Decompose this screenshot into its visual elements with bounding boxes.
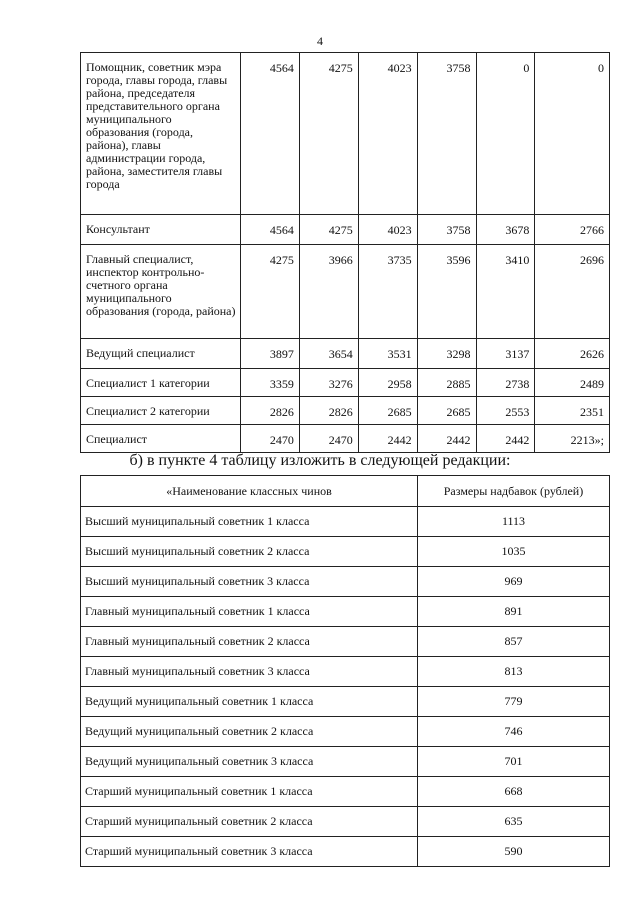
table-row bbox=[81, 369, 610, 397]
table-row bbox=[81, 837, 610, 867]
position-name: Главный специалист, инспектор контрольно-счетного органа муниципального образования (города, района) bbox=[81, 245, 241, 339]
salary-value: 2553 bbox=[476, 397, 535, 425]
salary-value: 3298 bbox=[417, 339, 476, 369]
rank-name: Главный муниципальный советник 3 класса bbox=[81, 657, 418, 687]
salary-value: 4564 bbox=[241, 215, 300, 245]
salary-value: 3735 bbox=[358, 245, 417, 339]
salary-value: 2442 bbox=[417, 425, 476, 453]
salary-value: 2489 bbox=[535, 369, 610, 397]
table-row bbox=[81, 507, 610, 537]
rank-name: Главный муниципальный советник 1 класса bbox=[81, 597, 418, 627]
salary-value: 2738 bbox=[476, 369, 535, 397]
table-row bbox=[81, 425, 610, 453]
salary-value: 4023 bbox=[358, 215, 417, 245]
salary-value: 2696 bbox=[535, 245, 610, 339]
salary-value: 2470 bbox=[241, 425, 300, 453]
header-rank-name: «Наименование классных чинов bbox=[81, 476, 418, 507]
salary-value: 2685 bbox=[417, 397, 476, 425]
salary-value: 3359 bbox=[241, 369, 300, 397]
allowance-value: 891 bbox=[418, 597, 610, 627]
salary-value: 2958 bbox=[358, 369, 417, 397]
position-name: Специалист 1 категории bbox=[81, 369, 241, 397]
salary-value: 3758 bbox=[417, 53, 476, 215]
table-row bbox=[81, 627, 610, 657]
salary-value: 2885 bbox=[417, 369, 476, 397]
class-ranks-table bbox=[80, 475, 610, 867]
rank-name: Высший муниципальный советник 2 класса bbox=[81, 537, 418, 567]
salary-value: 4564 bbox=[241, 53, 300, 215]
salary-value: 2685 bbox=[358, 397, 417, 425]
salary-value: 3678 bbox=[476, 215, 535, 245]
salary-value: 2442 bbox=[358, 425, 417, 453]
table-row bbox=[81, 657, 610, 687]
table-row bbox=[81, 777, 610, 807]
table-row bbox=[81, 537, 610, 567]
table-row bbox=[81, 53, 610, 215]
table-row bbox=[81, 747, 610, 777]
table-row bbox=[81, 215, 610, 245]
allowance-value: 635 bbox=[418, 807, 610, 837]
salary-value: 2766 bbox=[535, 215, 610, 245]
table-row bbox=[81, 245, 610, 339]
table-row bbox=[81, 687, 610, 717]
salary-value: 2826 bbox=[299, 397, 358, 425]
salary-table bbox=[80, 52, 610, 453]
rank-name: Главный муниципальный советник 2 класса bbox=[81, 627, 418, 657]
table-row bbox=[81, 597, 610, 627]
allowance-value: 1113 bbox=[418, 507, 610, 537]
allowance-value: 1035 bbox=[418, 537, 610, 567]
salary-value: 2626 bbox=[535, 339, 610, 369]
section-subtitle: б) в пункте 4 таблицу изложить в следующей редакции: bbox=[129, 452, 511, 469]
table-row bbox=[81, 567, 610, 597]
allowance-value: 969 bbox=[418, 567, 610, 597]
salary-value: 2470 bbox=[299, 425, 358, 453]
rank-name: Высший муниципальный советник 3 класса bbox=[81, 567, 418, 597]
table-row bbox=[81, 717, 610, 747]
salary-value: 3137 bbox=[476, 339, 535, 369]
rank-name: Высший муниципальный советник 1 класса bbox=[81, 507, 418, 537]
rank-name: Ведущий муниципальный советник 1 класса bbox=[81, 687, 418, 717]
salary-value: 0 bbox=[535, 53, 610, 215]
allowance-value: 590 bbox=[418, 837, 610, 867]
rank-name: Старший муниципальный советник 2 класса bbox=[81, 807, 418, 837]
position-name: Специалист 2 категории bbox=[81, 397, 241, 425]
allowance-value: 857 bbox=[418, 627, 610, 657]
table-row bbox=[81, 339, 610, 369]
position-name: Консультант bbox=[81, 215, 241, 245]
allowance-value: 779 bbox=[418, 687, 610, 717]
allowance-value: 668 bbox=[418, 777, 610, 807]
salary-value: 3897 bbox=[241, 339, 300, 369]
allowance-value: 813 bbox=[418, 657, 610, 687]
salary-value: 2351 bbox=[535, 397, 610, 425]
rank-name: Ведущий муниципальный советник 3 класса bbox=[81, 747, 418, 777]
salary-value: 3654 bbox=[299, 339, 358, 369]
table-row bbox=[81, 397, 610, 425]
allowance-value: 701 bbox=[418, 747, 610, 777]
salary-value: 3276 bbox=[299, 369, 358, 397]
table-row bbox=[81, 807, 610, 837]
salary-value: 4275 bbox=[299, 215, 358, 245]
salary-value: 0 bbox=[476, 53, 535, 215]
salary-value: 4023 bbox=[358, 53, 417, 215]
salary-value: 4275 bbox=[241, 245, 300, 339]
header-allowance: Размеры надбавок (рублей) bbox=[418, 476, 610, 507]
page-number: 4 bbox=[317, 34, 323, 48]
salary-value: 2826 bbox=[241, 397, 300, 425]
position-name: Ведущий специалист bbox=[81, 339, 241, 369]
salary-value: 3596 bbox=[417, 245, 476, 339]
salary-value: 2442 bbox=[476, 425, 535, 453]
salary-value: 3531 bbox=[358, 339, 417, 369]
position-name: Специалист bbox=[81, 425, 241, 453]
rank-name: Старший муниципальный советник 3 класса bbox=[81, 837, 418, 867]
rank-name: Старший муниципальный советник 1 класса bbox=[81, 777, 418, 807]
allowance-value: 746 bbox=[418, 717, 610, 747]
salary-value: 3966 bbox=[299, 245, 358, 339]
salary-value: 2213»; bbox=[535, 425, 610, 453]
salary-value: 3410 bbox=[476, 245, 535, 339]
rank-name: Ведущий муниципальный советник 2 класса bbox=[81, 717, 418, 747]
table-header-row bbox=[81, 476, 610, 507]
salary-value: 4275 bbox=[299, 53, 358, 215]
position-name: Помощник, советник мэра города, главы города, главы района, председателя представительного органа муниципального образования (города, района), главы администрации города, района, заместителя главы города bbox=[81, 53, 241, 215]
salary-value: 3758 bbox=[417, 215, 476, 245]
